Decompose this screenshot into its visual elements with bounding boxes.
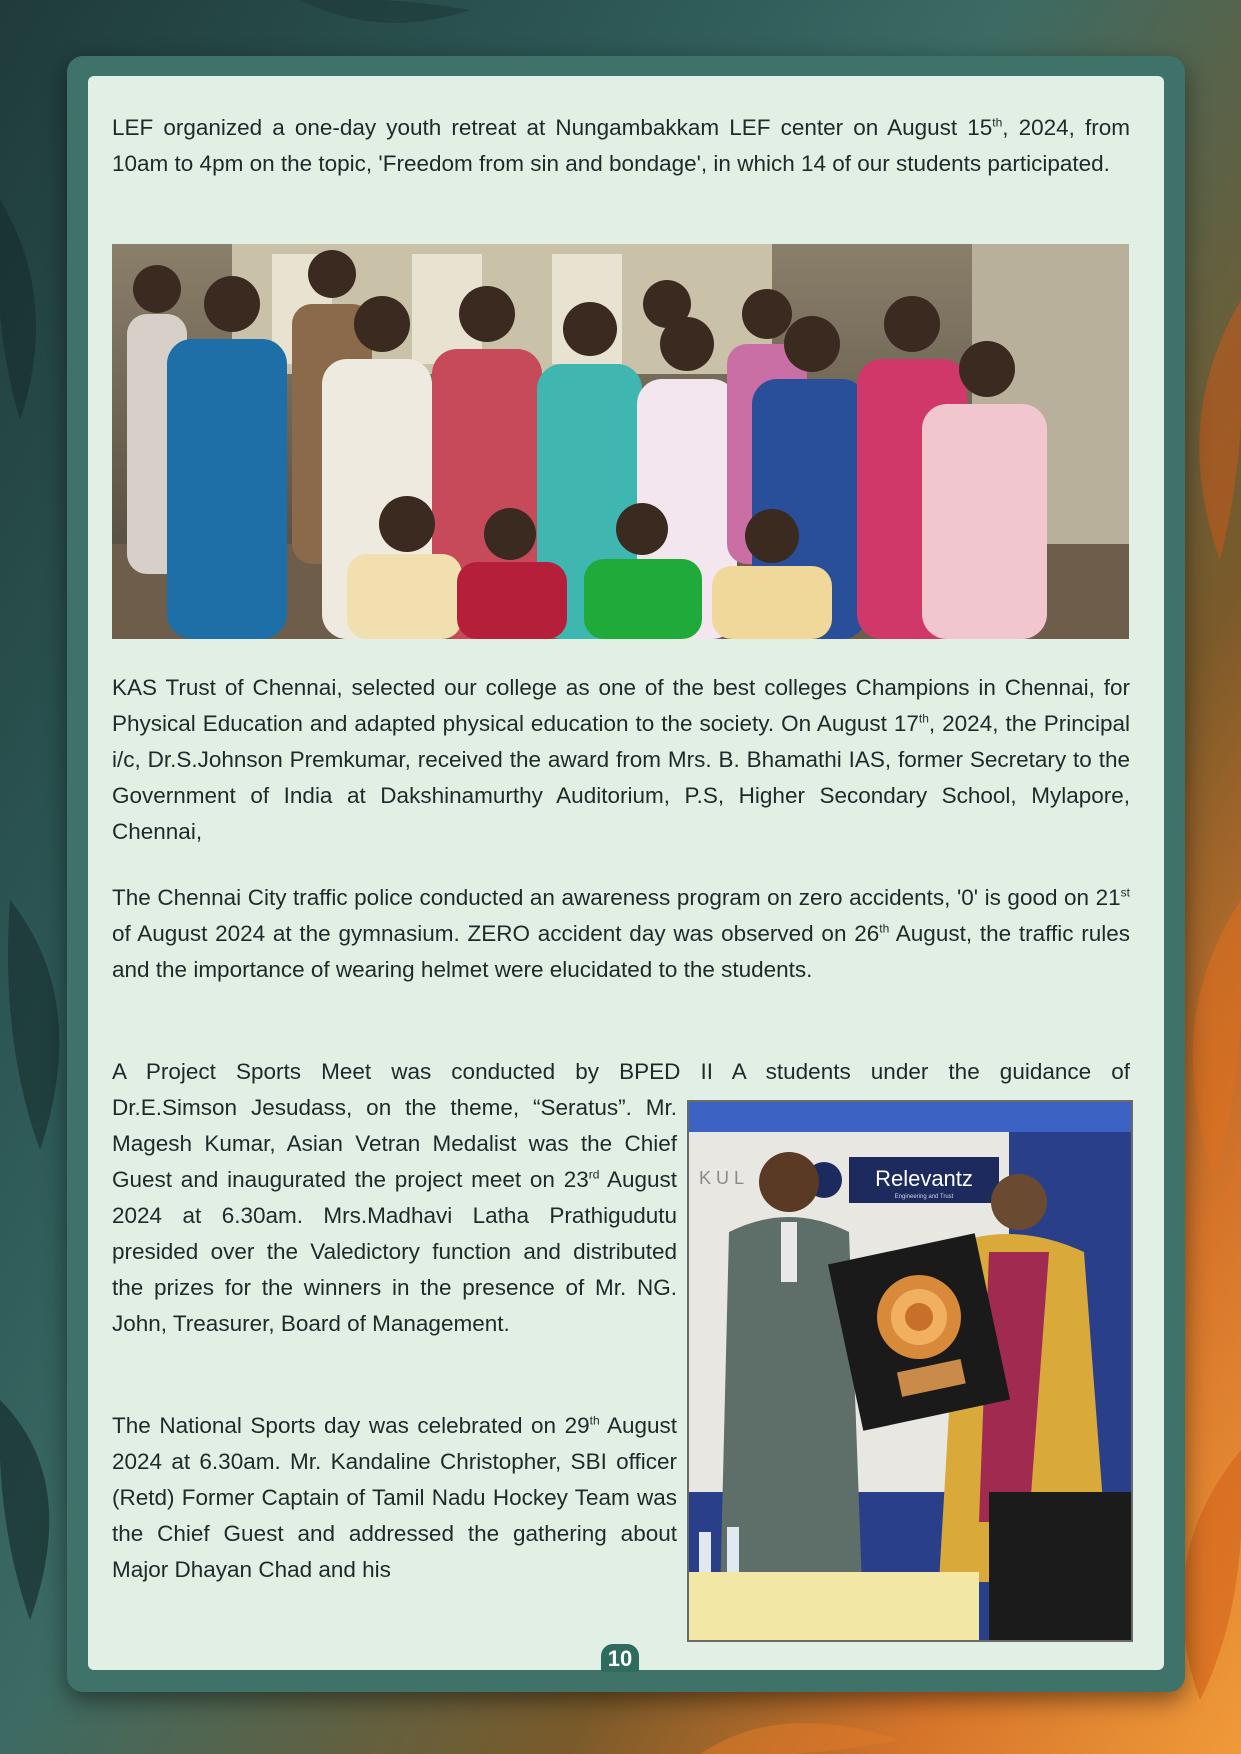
backdrop-letters: K U L <box>699 1168 745 1188</box>
paragraph-sports-meet <box>112 1090 677 1342</box>
page-number: 10 <box>601 1644 639 1672</box>
award-photo <box>687 1100 1133 1642</box>
paragraph-sports-meet-line1 <box>112 1054 1130 1090</box>
superscript: th <box>992 115 1003 130</box>
paragraph-national-sports-day <box>112 1408 677 1588</box>
paragraph-lef-retreat <box>112 110 1130 182</box>
text-span: August 2024 at 6.30am. Mrs.Madhavi Latha Prathigudutu presided over the Valedictory function and distributed the prizes for the winners in the presence of Mr. NG. John, Treasurer, Board of Management. <box>112 1167 677 1336</box>
text-span: , 2024, from 10am to 4pm on the topic, 'Freedom from sin and bondage', in which 14 of our students participated. <box>112 115 1131 176</box>
text-span: LEF organized a one-day youth retreat at Nungambakkam LEF center on August 15 <box>112 115 993 140</box>
superscript: th <box>918 711 929 726</box>
text-span: of August 2024 at the gymnasium. ZERO accident day was observed on 26 <box>112 921 880 946</box>
paragraph-kas-award <box>112 670 1130 850</box>
paragraph-traffic-awareness <box>112 880 1130 988</box>
text-span: The National Sports day was celebrated on 29 <box>112 1413 590 1438</box>
banner-brand: Relevantz <box>875 1166 973 1191</box>
text-span: The Chennai City traffic police conducted an awareness program on zero accidents, '0' is good on 21 <box>112 885 1121 910</box>
superscript: rd <box>588 1167 600 1182</box>
superscript: th <box>879 921 890 936</box>
text-span: , 2024, the Principal i/c, Dr.S.Johnson Premkumar, received the award from Mrs. B. Bhamathi IAS, former Secretary to the Government of India at Dakshinamurthy Auditorium, P.S, Higher Secondary School, Mylapore, Chennai, <box>112 711 1130 844</box>
text-span: Dr.E.Simson Jesudass, on the theme, “Seratus”. Mr. Magesh Kumar, Asian Vetran Medalist was the Chief Guest and inaugurated the project meet on 23 <box>112 1095 677 1192</box>
text-span: A Project Sports Meet was conducted by BPED II A students under the guidance of <box>112 1059 1130 1084</box>
group-photo-illustration <box>112 244 1129 639</box>
text-span: KAS Trust of Chennai, selected our college as one of the best colleges Champions in Chennai, for Physical Education and adapted physical education to the society. On August 17 <box>112 675 1130 736</box>
award-photo-illustration <box>689 1102 1131 1640</box>
group-photo <box>112 244 1129 639</box>
superscript: th <box>589 1413 600 1428</box>
text-span: August, the traffic rules and the importance of wearing helmet were elucidated to the students. <box>112 921 1130 982</box>
text-span: August 2024 at 6.30am. Mr. Kandaline Christopher, SBI officer (Retd) Former Captain of Tamil Nadu Hockey Team was the Chief Guest and addressed the gathering about Major Dhayan Chad and his <box>112 1413 677 1582</box>
banner-tagline: Engineering and Trust <box>894 1194 954 1200</box>
superscript: st <box>1120 885 1130 900</box>
